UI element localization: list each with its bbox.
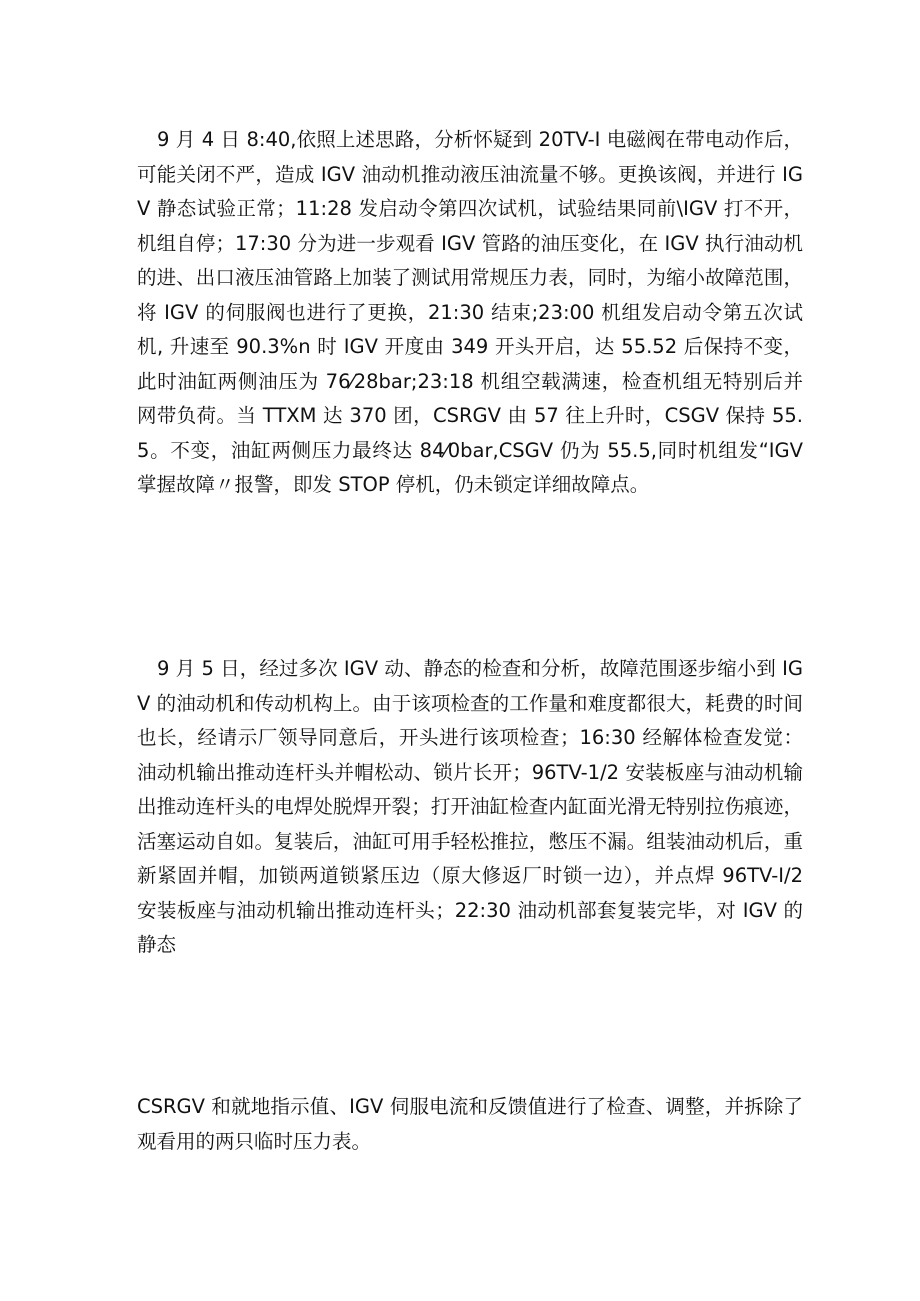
- paragraph-continuation: CSRGV 和就地指示值、IGV 伺服电流和反馈值进行了检查、调整，并拆除了观看用的两只临时压力表。: [137, 1095, 803, 1153]
- paragraph-sept-4: 9 月 4 日 8:40,依照上述思路，分析怀疑到 20TV-I 电磁阀在带电动作后，可能关闭不严，造成 IGV 油动机推动液压油流量不够。更换该阀，并进行 IGV 静态试验正常；11:28 发启动令第四次试机，试验结果同前\IGV 打不开，机组自停；17:30 分为进一步观看 IGV 管路的油压变化，在 IGV 执行油动机的进、出口液压油管路上加装了测试用常规压力表，同时，为缩小故障范围，将 IGV 的伺服阀也进行了更换，21:30 结束;23:00 机组发启动令第五次试机, 升速至 90.3%n 时 IGV 开度由 349 开头开启，达 55.52 后保持不变，此时油缸两侧油压为 76⁄28bar;23:18 机组空载满速，检查机组无特别后并网带负荷。当 TTXM 达 370 团，CSRGV 由 57 往上升时，CSGV 保持 55.5。不变，油缸两侧压力最终达 84⁄0bar,CSGV 仍为 55.5,同时机组发“IGV 掌握故障〃报警，即发 STOP 停机，仍未锁定详细故障点。: [137, 128, 803, 496]
- paragraph-sept-5: 9 月 5 日，经过多次 IGV 动、静态的检查和分析，故障范围逐步缩小到 IGV 的油动机和传动机构上。由于该项检查的工作量和难度都很大，耗费的时间也长，经请示厂领导同意后，开头进行该项检查；16:30 经解体检查发觉：油动机输出推动连杆头并帽松动、锁片长开；96TV-1/2 安装板座与油动机输出推动连杆头的电焊处脱焊开裂；打开油缸检查内缸面光滑无特别拉伤痕迹，活塞运动自如。复装后，油缸可用手轻松推拉，憋压不漏。组装油动机后，重新紧固并帽，加锁两道锁紧压边（原大修返厂时锁一边），并点焊 96TV-I/2 安装板座与油动机输出推动连杆头；22:30 油动机部套复装完毕，对 IGV 的静态: [137, 657, 803, 956]
